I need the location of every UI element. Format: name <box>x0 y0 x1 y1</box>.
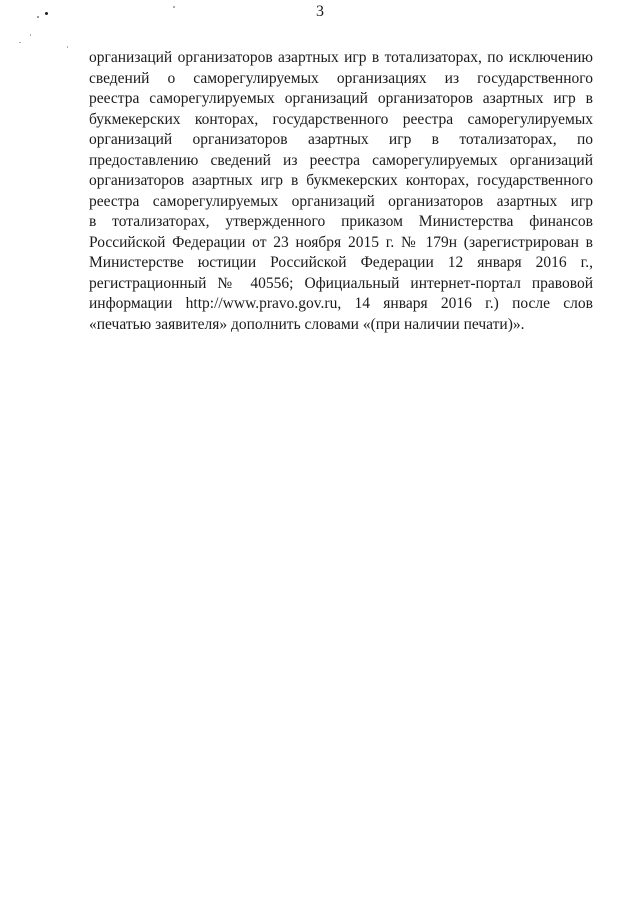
text-line: Министерстве юстиции Российской Федерации 12 января 2016 г., <box>89 254 593 271</box>
text-line: букмекерских конторах, государственного реестра саморегулируемых <box>89 110 593 128</box>
text-line: в тотализаторах, утвержденного приказом Министерства финансов <box>89 213 593 230</box>
text-line: предоставлению сведений из реестра саморегулируемых организаций <box>89 151 593 169</box>
scan-speck <box>67 46 68 48</box>
text-line: «печатью заявителя» дополнить словами «(при наличии печати)». <box>89 315 525 333</box>
text-line: регистрационный № 40556; Официальный интернет-портал правовой <box>89 274 593 292</box>
text-line: Российской Федерации от 23 ноября 2015 г. № 179н (зарегистрирован в <box>89 233 593 251</box>
text-line: организаторов азартных игр в букмекерских конторах, государственного <box>89 172 593 189</box>
text-line: реестра саморегулируемых организаций организаторов азартных игр <box>89 192 593 210</box>
text-line: организаций организаторов азартных игр в тотализаторах, по <box>89 131 593 148</box>
body-paragraph <box>89 48 593 335</box>
text-line: организаций организаторов азартных игр в тотализаторах, по исключению <box>89 49 593 66</box>
text-line: сведений о саморегулируемых организациях из государственного <box>89 69 593 87</box>
page-number: 3 <box>316 3 324 20</box>
text-line: информации http://www.pravo.gov.ru, 14 января 2016 г.) после слов <box>89 295 593 312</box>
scan-speck <box>19 42 21 43</box>
text-line: реестра саморегулируемых организаций организаторов азартных игр в <box>89 90 593 107</box>
scan-speck <box>30 34 31 36</box>
